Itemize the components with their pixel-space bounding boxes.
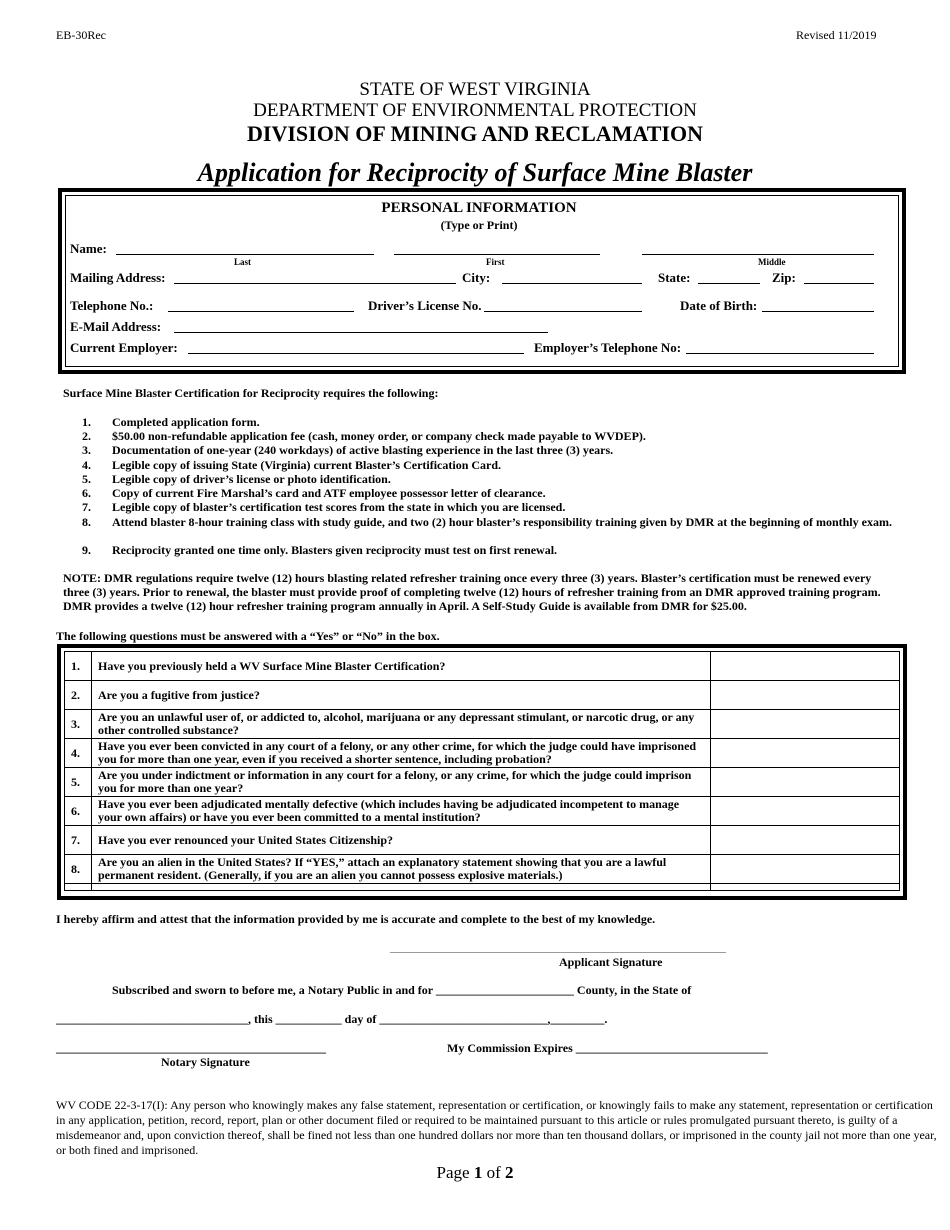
affirmation-statement: I hereby affirm and attest that the information provided by me is accurate and complete to the best of my knowledge. bbox=[56, 912, 656, 926]
answer-box[interactable] bbox=[711, 797, 900, 826]
notary-signature-label: Notary Signature bbox=[161, 1055, 250, 1069]
state-label: State: bbox=[658, 270, 691, 285]
applicant-signature-label: Applicant Signature bbox=[559, 955, 663, 969]
table-row bbox=[65, 884, 900, 891]
first-caption: First bbox=[486, 257, 505, 267]
email-label: E-Mail Address: bbox=[70, 319, 162, 334]
employer-telephone-label: Employer’s Telephone No: bbox=[534, 340, 682, 355]
state-field[interactable] bbox=[698, 283, 760, 284]
date-of-birth-field[interactable] bbox=[762, 311, 874, 312]
table-row: 8. Are you an alien in the United States? If “YES,” attach an explanatory statement showing that you are a lawful permanent resident. (Generally, if you are an alien you cannot possess explosive materials.) bbox=[65, 855, 900, 884]
personal-heading: PERSONAL INFORMATION bbox=[381, 200, 577, 216]
personal-subheading: (Type or Print) bbox=[440, 218, 518, 232]
current-employer-field[interactable] bbox=[188, 353, 524, 354]
first-name-field[interactable] bbox=[394, 254, 600, 255]
answer-box[interactable] bbox=[711, 681, 900, 710]
mailing-address-field[interactable] bbox=[174, 283, 456, 284]
questions-box bbox=[57, 644, 907, 900]
zip-field[interactable] bbox=[804, 283, 874, 284]
table-row: 6. Have you ever been adjudicated mentally defective (which includes having be adjudicated incompetent to manage your own affairs) or have you ever been committed to a mental institution? bbox=[65, 797, 900, 826]
personal-information-box bbox=[58, 188, 906, 374]
table-row: 5. Are you under indictment or information in any court for a felony, or any crime, for which the judge could imprison you for more than one year? bbox=[65, 768, 900, 797]
answer-box[interactable] bbox=[711, 768, 900, 797]
answer-box[interactable] bbox=[711, 710, 900, 739]
applicant-signature-line[interactable]: ________________________________________________________ bbox=[390, 940, 726, 954]
answer-box[interactable] bbox=[711, 739, 900, 768]
questions-table bbox=[64, 651, 900, 891]
drivers-license-field[interactable] bbox=[484, 311, 642, 312]
date-of-birth-label: Date of Birth: bbox=[680, 298, 758, 313]
department-title: DEPARTMENT OF ENVIRONMENTAL PROTECTION bbox=[253, 100, 697, 121]
notary-signature-line[interactable]: _____________________________________________ bbox=[56, 1041, 326, 1055]
last-caption: Last bbox=[234, 257, 252, 267]
telephone-field[interactable] bbox=[168, 311, 354, 312]
table-row: 7. Have you ever renounced your United States Citizenship? bbox=[65, 826, 900, 855]
drivers-license-label: Driver’s License No. bbox=[368, 298, 482, 313]
email-field[interactable] bbox=[174, 332, 548, 333]
form-id: EB-30Rec bbox=[56, 28, 106, 42]
wv-code-statement: WV CODE 22-3-17(I): Any person who knowingly makes any false statement, representation or certification, or knowingly fails to make any statement, representation or certification in any application, petition, record, report, plan or other document filed or required to be maintained pursuant to this article or rules promulgated pursuant thereto, is guilty of a misdemeanor and, upon conviction thereof, shall be fined not less than one hundred dollars nor more than ten thousand dollars, or imprisoned in the county jail not more than one year, or both fined and imprisoned. bbox=[56, 1098, 937, 1157]
middle-name-field[interactable] bbox=[642, 254, 874, 255]
division-title: DIVISION OF MINING AND RECLAMATION bbox=[247, 121, 703, 146]
state-title: STATE OF WEST VIRGINIA bbox=[359, 79, 591, 100]
answer-box[interactable] bbox=[711, 855, 900, 884]
notary-date-line[interactable]: ________________________________, this ___________ day of ____________________________,_________. bbox=[56, 1012, 608, 1026]
telephone-label: Telephone No.: bbox=[70, 298, 154, 313]
questions-intro: The following questions must be answered with a “Yes” or “No” in the box. bbox=[56, 629, 440, 643]
answer-box[interactable] bbox=[711, 826, 900, 855]
table-row: 3. Are you an unlawful user of, or addicted to, alcohol, marijuana or any depressant stimulant, or narcotic drug, or any other controlled substance? bbox=[65, 710, 900, 739]
application-title: Application for Reciprocity of Surface Mine Blaster bbox=[197, 158, 753, 187]
employer-telephone-field[interactable] bbox=[686, 353, 874, 354]
table-row: 4. Have you ever been convicted in any court of a felony, or any other crime, for which the judge could have imprisoned you for more than one year, even if you received a shorter sentence, including probation? bbox=[65, 739, 900, 768]
table-row: 1. Have you previously held a WV Surface Mine Blaster Certification? bbox=[65, 652, 900, 681]
city-field[interactable] bbox=[502, 283, 642, 284]
zip-label: Zip: bbox=[772, 270, 796, 285]
answer-box[interactable] bbox=[711, 652, 900, 681]
refresher-note: NOTE: DMR regulations require twelve (12) hours blasting related refresher training once every three (3) years. Blaster’s certification must be renewed every three (3) years. Prior to renewal, the blaster must provide proof of completing twelve (12) hours of refresher training from an DMR approved training program. DMR provides a twelve (12) hour refresher training program annually in April. A Self-Study Guide is available from DMR for $25.00. bbox=[63, 571, 881, 613]
city-label: City: bbox=[462, 270, 491, 285]
commission-expires[interactable]: My Commission Expires ________________________________ bbox=[447, 1041, 768, 1055]
middle-caption: Middle bbox=[758, 257, 786, 267]
revised-date: Revised 11/2019 bbox=[796, 28, 877, 42]
notary-sworn-statement: Subscribed and sworn to before me, a Notary Public in and for _______________________ County, in the State of bbox=[112, 983, 692, 997]
last-name-field[interactable] bbox=[116, 254, 374, 255]
page-number: Page 1 of 2 bbox=[436, 1163, 514, 1182]
requirements-intro: Surface Mine Blaster Certification for Reciprocity requires the following: bbox=[63, 386, 439, 400]
name-label: Name: bbox=[70, 241, 107, 256]
mailing-address-label: Mailing Address: bbox=[70, 270, 166, 285]
current-employer-label: Current Employer: bbox=[70, 340, 178, 355]
table-row: 2. Are you a fugitive from justice? bbox=[65, 681, 900, 710]
